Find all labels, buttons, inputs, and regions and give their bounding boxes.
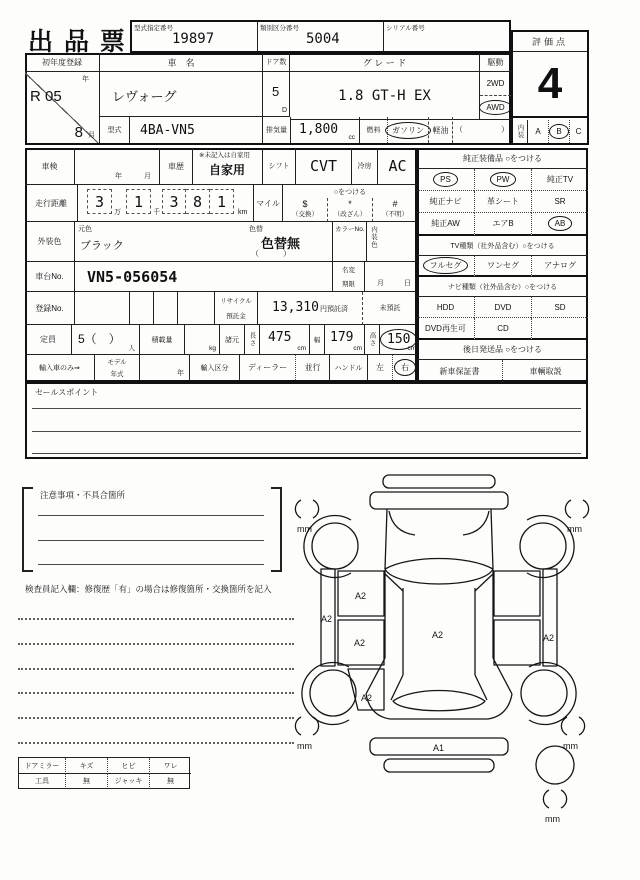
height-value: 150 <box>384 332 413 347</box>
disp-unit: cc <box>348 134 355 141</box>
int-color-label: 内装色 <box>370 226 377 249</box>
ac-label: 冷房 <box>352 148 378 185</box>
length-value: 475 <box>268 330 292 345</box>
doors-value: 5 <box>272 84 280 99</box>
equip-title: 純正装備品 ○をつける <box>417 148 588 169</box>
interior-label: 内装 <box>513 120 528 143</box>
shift-value: CVT <box>296 148 352 185</box>
doors-cell <box>263 72 290 117</box>
ship-manual: 車輌取説 <box>502 360 588 382</box>
ext-color-label: 外装色 <box>25 222 75 262</box>
first-reg-cell <box>25 72 100 143</box>
reg-no-cell-1 <box>75 292 130 325</box>
handle-label: ハンドル <box>330 355 368 380</box>
height-label: 高さ <box>365 325 380 355</box>
car-name-value: レヴォーグ <box>112 89 177 104</box>
mileage-label: 走行距離 <box>25 185 78 222</box>
handle-right: 右 <box>392 355 417 380</box>
navi-type-title: ナビ種類（社外品含む）○をつける <box>417 277 588 297</box>
reg-no-label: 登録No. <box>25 292 75 325</box>
man-unit: 万 <box>114 209 121 216</box>
odo-flag-exchange <box>283 198 327 222</box>
shaken-date-cell <box>75 148 160 185</box>
import-parallel: 並行 <box>295 355 330 380</box>
mm-label: mm <box>563 741 578 751</box>
car-name-cell <box>100 72 263 117</box>
ship-warranty: 新車保証書 <box>439 366 480 376</box>
wheel-front-right <box>520 523 566 569</box>
sales-line <box>32 431 581 432</box>
capacity-label: 定員 <box>25 325 72 355</box>
sen-unit: 千 <box>153 209 160 216</box>
doors-header: ドア数 <box>263 53 290 72</box>
recycle-label: リサイクル 預託金 <box>215 292 258 325</box>
notes-line <box>38 564 264 565</box>
equip-ps: PS <box>417 169 474 191</box>
front-bumper <box>370 492 508 509</box>
equip-airbag: エアB <box>474 213 531 236</box>
right-front-door <box>494 571 540 616</box>
page-title: 出 品 票 <box>28 28 127 56</box>
chassis-value: VN5-056054 <box>87 268 178 286</box>
panel-grade-left-rear-quarter: A2 <box>361 693 373 703</box>
month-unit: 月 <box>144 173 151 180</box>
notes-line <box>38 540 264 541</box>
tools-split: ワレ <box>149 758 191 774</box>
reg-no-cell-4 <box>178 292 215 325</box>
color-cell <box>75 222 333 262</box>
tv-oneseg: ワンセグ <box>474 256 531 277</box>
field-value: 19897 <box>172 31 215 47</box>
mile-cell: マイル <box>253 185 283 222</box>
mm-label: mm <box>545 814 560 822</box>
not-deposited: 未預託 <box>362 292 417 325</box>
mileage-man-digit: 3 <box>87 189 112 214</box>
disp-cell <box>291 117 360 143</box>
history-cell <box>193 148 263 185</box>
interior-grade-row <box>513 120 587 143</box>
doors-d: D <box>281 107 287 114</box>
panel-grade-center: A2 <box>432 630 444 640</box>
drive-awd: AWD <box>480 96 511 120</box>
tv-analog: アナログ <box>531 256 588 277</box>
name-change-date <box>365 262 417 292</box>
shaken-label: 車検 <box>25 148 75 185</box>
shift-label: シフト <box>263 148 296 185</box>
cm-unit: cm <box>353 345 362 352</box>
panel-grade-left-rear-door: A2 <box>354 638 366 648</box>
equip-aw: 純正AW <box>417 213 474 236</box>
tv-type-title: TV種類（社外品含む）○をつける <box>417 236 588 256</box>
flag-text: （交換） <box>292 211 318 218</box>
navi-cd: CD <box>474 318 531 340</box>
mileage-d3: 1 <box>210 189 234 214</box>
spec-label: 諸元 <box>220 325 245 355</box>
recycle-amount-cell <box>258 292 362 325</box>
interior-option-c: C <box>569 120 587 143</box>
km-unit: km <box>238 209 248 216</box>
capacity-unit: 人 <box>128 345 135 352</box>
tools-door-mirror: ドアミラー <box>19 758 65 774</box>
color-change-label: 色替 <box>249 226 263 233</box>
wheel-front-left <box>312 523 358 569</box>
score-label: 評価点 <box>513 32 587 52</box>
field-label: 型式指定番号 <box>134 25 173 32</box>
flag-text: （改ざん） <box>333 211 367 218</box>
color-change-value: 色替無 <box>261 236 301 251</box>
bracket-bottom-left <box>313 717 319 735</box>
paren-open: （ <box>455 125 463 134</box>
grade-header: グ レ ー ド <box>290 53 480 72</box>
flag-symbol: $ <box>302 198 308 209</box>
cm-unit: cm <box>297 345 306 352</box>
panel-grade-rear-bumper: A1 <box>433 743 445 753</box>
windshield <box>385 559 493 585</box>
month-unit: 月 <box>88 132 95 139</box>
history-note: ※未記入は自家用 <box>199 152 250 159</box>
notes-line <box>38 515 264 516</box>
score-box <box>511 30 589 145</box>
right-rocker <box>543 569 557 666</box>
inspector-title: 検査員記入欄：修復歴「有」の場合は修復箇所・交換箇所を記入 <box>25 584 272 594</box>
ac-value: AC <box>378 148 417 185</box>
disp-value: 1,800 <box>299 122 339 137</box>
capacity-cell <box>72 325 140 355</box>
panel-grade-right-side: A2 <box>543 633 555 643</box>
import-class-label: 輸入区分 <box>190 355 240 380</box>
grade-cell: 1.8 GT-H EX <box>290 72 480 120</box>
color-no-cell <box>333 222 367 262</box>
sales-point-label: セールスポイント <box>35 388 99 397</box>
field-value: 5004 <box>306 31 340 47</box>
wheel-rear-right <box>521 670 567 716</box>
ship-title: 後日発送品 ○をつける <box>417 340 588 360</box>
inspector-line <box>18 742 294 744</box>
tools-table <box>18 757 190 789</box>
tools-none-1: 無 <box>65 774 107 787</box>
notes-bracket-left <box>22 487 33 572</box>
odo-circle-note: ○をつける <box>333 189 367 196</box>
inspector-line <box>18 618 294 620</box>
flag-text: （不明） <box>382 211 408 218</box>
odo-flag-unknown <box>372 198 417 222</box>
bracket-top-right <box>583 500 589 518</box>
first-reg-header: 初年度登録 <box>25 53 100 72</box>
load-cell <box>185 325 220 355</box>
mm-label: mm <box>297 741 312 751</box>
sales-point-box <box>25 382 588 459</box>
flag-symbol: * <box>348 198 352 209</box>
equip-ab: AB <box>531 213 588 236</box>
first-reg-month: 8 <box>74 124 83 141</box>
load-label: 積載量 <box>140 325 185 355</box>
tools-scratch: キズ <box>65 758 107 774</box>
interior-option-b: B <box>548 120 569 143</box>
rear-trim <box>384 759 494 772</box>
notes-bracket-right <box>271 487 282 572</box>
field-serial-number <box>384 22 513 51</box>
inspector-line <box>18 692 294 694</box>
panel-grade-left-rocker: A2 <box>321 614 333 624</box>
mileage-d2: 8 <box>186 189 210 214</box>
fuel-label: 燃料 <box>360 117 388 143</box>
sales-line <box>32 408 581 409</box>
height-cell <box>380 325 417 355</box>
width-label: 幅 <box>310 325 325 355</box>
month-unit: 月 <box>377 280 384 287</box>
disp-label: 排気量 <box>263 117 291 143</box>
inspector-line <box>18 717 294 719</box>
equip-pw: PW <box>474 169 531 191</box>
navi-sd: SD <box>531 297 588 318</box>
navi-dvd-play: DVD再生可 <box>417 318 474 340</box>
field-class-number <box>258 22 384 51</box>
day-unit: 日 <box>404 280 411 287</box>
rear-window <box>393 691 485 711</box>
equip-sr: SR <box>531 191 588 213</box>
bracket-spare <box>561 790 567 808</box>
fuel-diesel: 軽油 <box>428 117 452 143</box>
color-change-paren: （ ） <box>251 249 291 258</box>
flag-symbol: # <box>392 198 398 209</box>
tools-none-2: 無 <box>149 774 191 787</box>
capacity-value: 5（ ） <box>78 332 121 346</box>
paren-close: ） <box>501 125 509 134</box>
navi-dvd: DVD <box>474 297 531 318</box>
mm-label: mm <box>297 524 312 534</box>
first-reg-era: R 05 <box>30 88 62 105</box>
spare-tire-circle <box>536 746 574 784</box>
drive-header: 駆動 <box>480 53 511 72</box>
width-cell <box>325 325 365 355</box>
fuel-gasoline: ガソリン <box>388 117 428 143</box>
year-unit: 年 <box>115 173 122 180</box>
notes-title: 注意事項・不具合箇所 <box>40 490 126 500</box>
model-code-cell <box>130 117 263 143</box>
score-value: 4 <box>513 52 587 118</box>
field-label: 類別区分番号 <box>260 25 299 32</box>
fuel-other <box>452 117 511 143</box>
reg-no-cell-3 <box>154 292 178 325</box>
equip-leather: 革シート <box>474 191 531 213</box>
navi-hdd: HDD <box>417 297 474 318</box>
model-code-label: 型式 <box>100 117 130 143</box>
car-damage-diagram <box>288 470 640 822</box>
equip-navi: 純正ナビ <box>417 191 474 213</box>
tools-label: 工具 <box>35 777 49 785</box>
car-name-header: 車 名 <box>100 53 263 72</box>
recycle-amount: 13,310 <box>272 300 319 315</box>
year-unit: 年 <box>177 370 184 377</box>
model-year-label: モデル 年式 <box>95 355 140 380</box>
sales-line <box>32 453 581 454</box>
tools-jack: ジャッキ <box>107 774 149 787</box>
orig-color-value: ブラック <box>80 240 124 252</box>
reg-no-cell-2 <box>130 292 154 325</box>
navi-empty <box>531 318 588 340</box>
mm-label: mm <box>567 524 582 534</box>
tools-crack: ヒビ <box>107 758 149 774</box>
length-label: 長さ <box>245 325 260 355</box>
import-dealer: ディーラー <box>247 363 288 372</box>
width-value: 179 <box>330 330 354 345</box>
handle-left: 左 <box>376 363 384 372</box>
drive-2wd: 2WD <box>480 72 511 96</box>
field-label: シリアル番号 <box>386 25 425 32</box>
mileage-d1: 3 <box>162 189 186 214</box>
top-id-box <box>130 20 511 53</box>
inspector-line <box>18 668 294 670</box>
mileage-sen-digit: 1 <box>126 189 151 214</box>
load-unit: kg <box>209 345 216 352</box>
equip-tv: 純正TV <box>531 169 588 191</box>
name-change-label: 名変 期限 <box>333 262 365 292</box>
chassis-cell <box>75 262 333 292</box>
chassis-label: 車台No. <box>25 262 75 292</box>
year-unit: 年 <box>82 76 89 83</box>
inspector-line <box>18 643 294 645</box>
history-label: 車歴 <box>160 148 193 185</box>
model-year-cell <box>140 355 190 380</box>
import-only-label: 輸入車のみ⇒ <box>25 355 95 380</box>
front-trim <box>383 475 495 488</box>
odo-flag-tampered <box>327 198 372 222</box>
field-model-designation <box>132 22 258 51</box>
mileage-digits-cell <box>78 185 253 222</box>
panel-grade-left-front-door: A2 <box>355 591 367 601</box>
cm-unit: cm <box>407 345 416 352</box>
tv-fullseg: フルセグ <box>417 256 474 277</box>
recycle-suffix: 円預託済 <box>320 306 348 313</box>
bracket-top-left <box>313 500 319 518</box>
right-rear-door <box>494 620 540 665</box>
history-value: 自家用 <box>209 163 246 177</box>
orig-color-label: 元色 <box>78 226 92 233</box>
interior-option-a: A <box>535 127 541 136</box>
color-no-label: カラーNo. <box>335 226 365 233</box>
int-color-cell <box>367 222 417 262</box>
wheel-rear-left <box>310 670 356 716</box>
model-code-value: 4BA-VN5 <box>140 123 195 138</box>
length-cell <box>260 325 310 355</box>
bracket-bottom-right <box>579 717 585 735</box>
